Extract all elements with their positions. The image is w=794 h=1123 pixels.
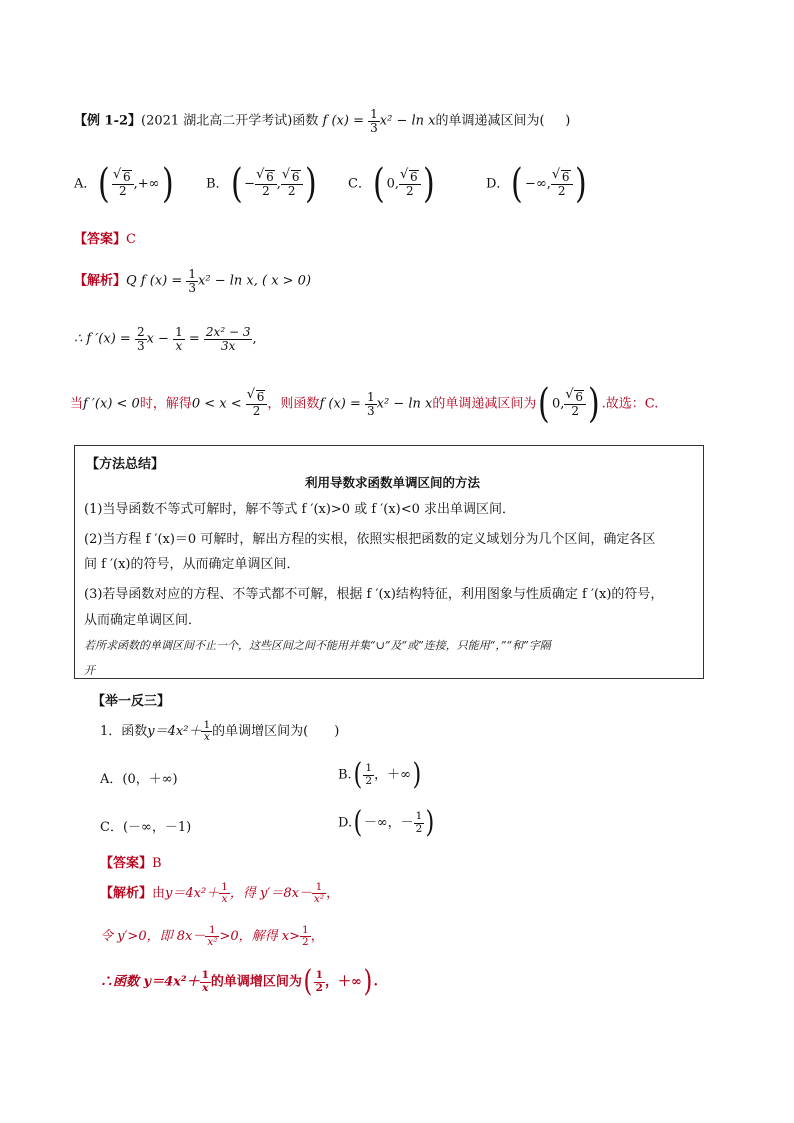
option-frac: √ $\frac{6}{2}$ <box>399 170 421 197</box>
text-choose: .故选：C. <box>601 396 659 412</box>
frac: $\frac{1}{2}$ <box>415 810 423 835</box>
expr-2: >0，解得 x> <box>219 929 300 945</box>
example-source: (2021 湖北高二开学考试)函数 <box>141 113 319 129</box>
analysis-2-line-3: ∴函数 y＝4x²＋ $\frac{1}{x}$ 的单调增区间为( $\frac{1}{2}$ ，＋∞). <box>100 964 379 999</box>
analysis-1-line-1 <box>74 268 311 294</box>
period: . <box>373 974 379 990</box>
practice-tail: 的单调增区间为( ) <box>212 724 340 740</box>
option-c: C．( 0, √ $\frac{6}{2}$ ) <box>348 164 436 204</box>
option-label: B． <box>206 176 229 192</box>
frac: $\frac{1}{x}$ <box>201 969 209 994</box>
option-rest: ，＋∞ <box>374 767 411 783</box>
frac: $\frac{1}{x}$ <box>221 881 228 906</box>
frac: $\frac{1}{2}$ <box>302 924 309 949</box>
example-tag: 【例 1-2】 <box>74 113 142 129</box>
example-frac: $\frac{1}{3}$ <box>370 107 378 135</box>
comma: ， <box>326 886 340 902</box>
answer-2 <box>100 852 162 871</box>
frac: $\frac{1}{x}$ <box>175 325 183 353</box>
option-left: 0, <box>386 176 399 192</box>
expr: 令 y′>0，即 8x－ <box>100 929 206 945</box>
practice-title: 【举一反三】 <box>92 694 171 709</box>
text-when: 当 <box>70 396 84 412</box>
option-label: A． <box>74 176 97 192</box>
option-frac-2: √ $\frac{6}{2}$ <box>281 170 303 197</box>
answer-label: 【答案】 <box>100 856 153 871</box>
method-p2a: (2)当方程 f ′(x)＝0 可解时，解出方程的实根，依照实根把函数的定义域划分为几个区间，确定各区 <box>84 532 656 547</box>
option-d: D．( −∞, √ $\frac{6}{2}$ ) <box>486 164 588 204</box>
option-right: ,+∞ <box>133 176 160 192</box>
cond-expr: f ′(x) < 0 <box>83 396 140 412</box>
method-p3b: 从而确定单调区间． <box>84 613 202 628</box>
analysis-expr: Q f (x) = <box>126 273 183 289</box>
practice-q: 1．函数 <box>100 724 148 740</box>
analysis-expr-rest: x² − ln x, ( x > 0) <box>198 273 312 289</box>
derivative-mid: x − <box>146 331 169 347</box>
frac: $\frac{\text{2x² − 3}}{3x}$ <box>205 325 251 353</box>
text: 由 <box>152 886 166 902</box>
option-label: B. <box>338 767 352 783</box>
text-solve: 时，解得 <box>139 396 192 412</box>
method-subtitle: 利用导数求函数单调区间的方法 <box>305 475 481 490</box>
frac: $\frac{1}{2}$ <box>365 762 373 787</box>
equals: = <box>188 331 200 347</box>
example-tail: 的单调递减区间为( <box>435 113 545 129</box>
example-question <box>74 108 570 134</box>
expr: y＝4x²＋ <box>165 886 220 902</box>
frac: √ $\frac{6}{2}$ <box>564 390 586 417</box>
expr: ∴函数 y＝4x²＋ <box>100 974 200 990</box>
ineq-expr: 0 < x < <box>191 396 242 412</box>
analysis-2-line-1 <box>100 882 339 905</box>
frac: $\frac{2}{3}$ <box>136 325 145 353</box>
example-rest: x² − ln x <box>379 113 436 129</box>
practice-option-b: B.( $\frac{1}{2}$ ，＋∞) <box>338 757 422 792</box>
method-title: 【方法总结】 <box>86 457 165 472</box>
analysis-2-line-2 <box>100 925 324 948</box>
method-p2b: 间 f ′(x)的符号，从而确定单调区间． <box>84 557 300 572</box>
option-label: C． <box>348 176 371 192</box>
frac: √ $\frac{6}{2}$ <box>246 390 268 417</box>
practice-question <box>100 720 339 743</box>
method-p4a: 若所求函数的单调区间不止一个，这些区间之间不能用并集“∪”及“或”连接，只能用“，”“和”字隔 <box>84 639 551 652</box>
example-tail-close: ) <box>565 113 571 129</box>
frac: $\frac{1}{\text{x²}}$ <box>207 924 218 949</box>
derivative-expr: ∴ f ′(x) = <box>74 331 131 347</box>
analysis-label: 【解析】 <box>100 886 153 902</box>
frac: $\frac{1}{3}$ <box>188 267 197 295</box>
comma: , <box>252 331 257 347</box>
answer-label: 【答案】 <box>74 232 127 247</box>
option-frac: √ $\frac{6}{2}$ <box>112 170 134 197</box>
interval-rest: ，＋∞ <box>324 974 362 990</box>
answer-value: C <box>126 232 136 247</box>
option-b: B．( − √ $\frac{6}{2}$ , √ $\frac{6}{2}$ ) <box>206 164 318 204</box>
option-label: D． <box>486 176 510 192</box>
option-left: −∞, <box>525 176 551 192</box>
frac: $\frac{1}{x}$ <box>203 719 211 744</box>
example-fx: f (x) = <box>322 113 364 129</box>
frac: $\frac{1}{\text{x²}}$ <box>313 881 325 906</box>
option-left: − <box>244 176 256 192</box>
analysis-1-line-3: 当f ′(x) < 0时，解得0 < x < √ $\frac{6}{2}$ ，则函数f (x) = $\frac{1}{3}$ x² − ln x的单调递减区间为( 0, √ $\frac{6}{2}$ ) .故选：C. <box>70 384 658 424</box>
frac: $\frac{1}{2}$ <box>315 969 323 994</box>
option-frac: √ $\frac{6}{2}$ <box>255 170 277 197</box>
method-p4b: 开 <box>84 664 95 677</box>
analysis-label: 【解析】 <box>74 273 127 289</box>
method-p3a: (3)若导函数对应的方程、不等式都不可解，根据 f ′(x)结构特征，利用图象与性质确定 f ′(x)的符号， <box>84 587 664 602</box>
text-interval: 的单调递减区间为 <box>432 396 537 412</box>
option-a: A．( √ $\frac{6}{2}$ ,+∞) <box>74 164 175 204</box>
func-expr: f (x) = <box>319 396 361 412</box>
interval-left: 0, <box>552 396 565 412</box>
text-then: ，则函数 <box>267 396 320 412</box>
practice-option-d: D.(－∞，－ $\frac{1}{2}$ ) <box>338 805 435 840</box>
practice-y: y＝4x²＋ <box>147 724 202 740</box>
option-rest: －∞，－ <box>363 815 414 831</box>
expr-2: ，得 y′＝8x－ <box>229 886 312 902</box>
method-p1: (1)当导函数不等式可解时，解不等式 f ′(x)>0 或 f ′(x)<0 求出单调区间． <box>84 502 516 517</box>
func-rest: x² − ln x <box>376 396 433 412</box>
frac: $\frac{1}{3}$ <box>367 389 375 418</box>
answer-1 <box>74 228 136 247</box>
practice-option-c: C．(－∞，－1) <box>100 820 192 835</box>
analysis-1-line-2 <box>74 326 257 352</box>
practice-option-a: A．(0，＋∞) <box>100 772 178 787</box>
option-frac: √ $\frac{6}{2}$ <box>551 170 573 197</box>
option-label: D. <box>338 815 353 831</box>
answer-value: B <box>152 856 162 871</box>
comma: ， <box>310 929 324 945</box>
text: 的单调增区间为 <box>210 974 302 990</box>
